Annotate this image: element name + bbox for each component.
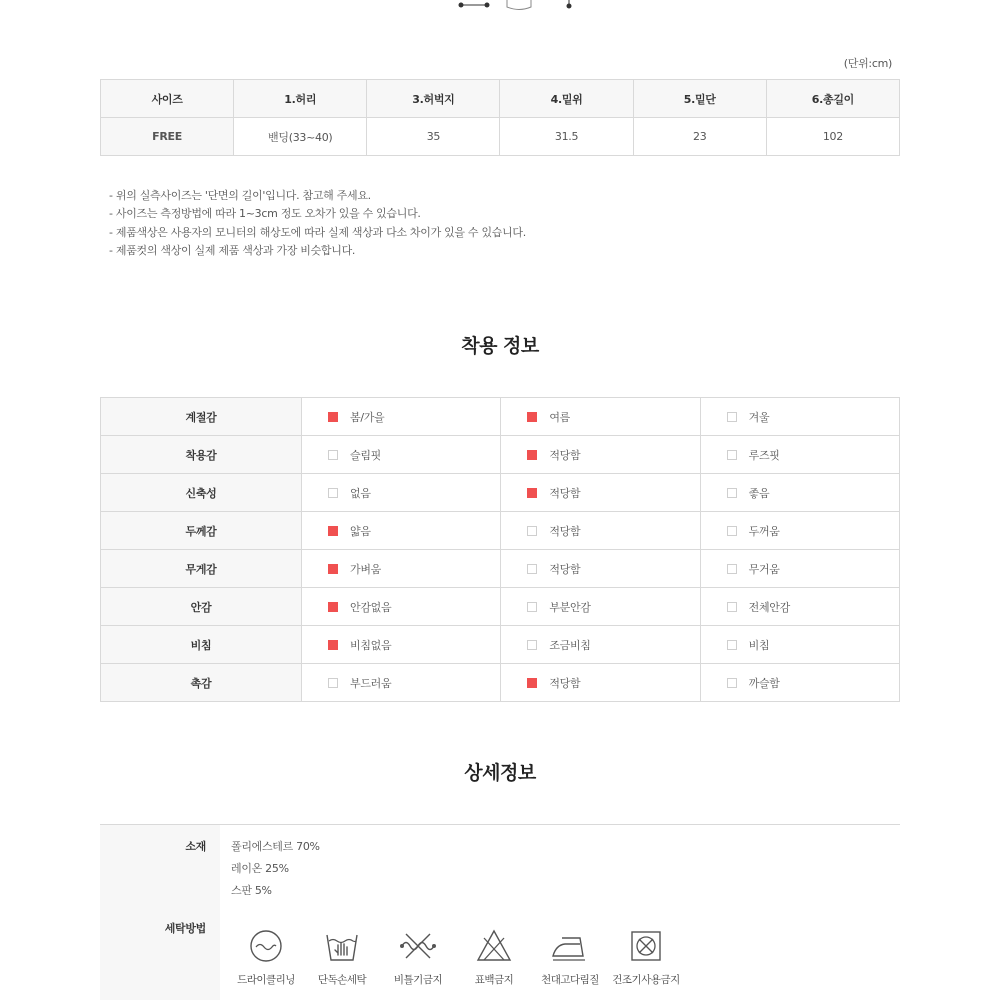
table-row — [101, 588, 900, 626]
fit-option — [302, 409, 500, 425]
unchecked-box-icon — [727, 488, 737, 498]
unchecked-box-icon — [727, 564, 737, 574]
fit-option-label: 좋음 — [748, 486, 770, 500]
fit-option — [302, 599, 500, 615]
dry-clean-icon — [248, 928, 284, 964]
note-item: - 제품색상은 사용자의 모니터의 해상도에 따라 실제 색상과 다소 차이가 있을 수 있습니다. — [109, 225, 526, 239]
unchecked-box-icon — [727, 602, 737, 612]
fit-row-label: 비침 — [101, 626, 302, 664]
size-table — [100, 79, 900, 156]
unchecked-box-icon — [527, 526, 537, 536]
fit-option-cell — [302, 436, 501, 474]
fit-option-label: 조금비침 — [549, 638, 591, 652]
fit-option-label: 적당함 — [549, 562, 581, 576]
table-row — [101, 474, 900, 512]
table-row — [101, 550, 900, 588]
size-header-cell: 5.밑단 — [633, 80, 766, 118]
fit-option — [302, 675, 500, 691]
size-cell: 31.5 — [500, 118, 633, 156]
size-table-header — [101, 80, 900, 118]
checked-box-icon — [328, 526, 338, 536]
fit-option-label: 가벼움 — [350, 562, 381, 576]
size-header-cell: 6.총길이 — [766, 80, 899, 118]
fit-option-label: 부분안감 — [549, 600, 591, 614]
fit-option-cell — [501, 664, 700, 702]
fit-option-cell — [302, 626, 501, 664]
fit-option-cell — [700, 664, 899, 702]
fit-option-label: 적당함 — [549, 448, 581, 462]
size-notes — [109, 187, 526, 260]
note-item: - 제품컷의 색상이 실제 제품 색상과 가장 비슷합니다. — [109, 243, 356, 257]
checked-box-icon — [328, 564, 338, 574]
fit-option — [302, 561, 500, 577]
note-item: - 위의 실측사이즈는 '단면의 길이'입니다. 참고해 주세요. — [109, 189, 371, 202]
fit-option-cell — [501, 474, 700, 512]
checked-box-icon — [527, 488, 537, 498]
material-item: 폴리에스테르 70% — [231, 840, 320, 853]
fit-option-cell — [501, 398, 700, 436]
fit-option — [501, 523, 699, 539]
fit-option-cell — [700, 436, 899, 474]
checked-box-icon — [328, 640, 338, 650]
size-header-cell: 3.허벅지 — [367, 80, 500, 118]
fit-option-label: 비침없음 — [350, 638, 392, 652]
fit-option-cell — [700, 588, 899, 626]
unchecked-box-icon — [727, 678, 737, 688]
fit-row-label: 안감 — [101, 588, 302, 626]
unchecked-box-icon — [527, 602, 537, 612]
detail-info-title: 상세정보 — [464, 762, 536, 784]
care-item — [303, 928, 381, 987]
fit-option — [701, 485, 899, 501]
fit-option-cell — [302, 474, 501, 512]
care-item — [531, 928, 609, 987]
fit-option-cell — [302, 588, 501, 626]
unchecked-box-icon — [328, 678, 338, 688]
checked-box-icon — [328, 602, 338, 612]
fit-option — [701, 599, 899, 615]
table-row — [101, 398, 900, 436]
fit-row-label: 무게감 — [101, 550, 302, 588]
fit-option — [501, 561, 699, 577]
care-item — [379, 928, 457, 987]
size-header-cell: 사이즈 — [101, 80, 234, 118]
size-cell: FREE — [101, 118, 234, 156]
fit-option-cell — [302, 512, 501, 550]
product-illustration-fragment — [455, 0, 585, 14]
fit-option — [701, 561, 899, 577]
fit-option — [501, 485, 699, 501]
fit-row-label: 계절감 — [101, 398, 302, 436]
checked-box-icon — [328, 412, 338, 422]
checked-box-icon — [527, 412, 537, 422]
fit-option — [302, 523, 500, 539]
table-row — [101, 664, 900, 702]
unchecked-box-icon — [727, 640, 737, 650]
fit-option-cell — [302, 398, 501, 436]
care-item — [455, 928, 533, 987]
unit-label: (단위:cm) — [843, 57, 892, 70]
fit-option-label: 겨울 — [748, 410, 770, 424]
unchecked-box-icon — [328, 450, 338, 460]
fit-option-label: 적당함 — [549, 524, 581, 538]
fit-option-cell — [501, 588, 700, 626]
fit-option — [701, 409, 899, 425]
no-wring-icon — [398, 928, 438, 964]
hand-wash-icon — [324, 928, 360, 964]
detail-divider — [100, 824, 900, 825]
no-bleach-icon — [476, 928, 512, 964]
care-label: 비틀기금지 — [393, 974, 443, 986]
checked-box-icon — [527, 450, 537, 460]
iron-icon — [550, 928, 590, 964]
unchecked-box-icon — [727, 450, 737, 460]
fit-option-label: 두꺼움 — [748, 524, 780, 538]
detail-label-column — [100, 825, 220, 1000]
unchecked-box-icon — [727, 412, 737, 422]
fit-option-label: 안감없음 — [350, 600, 392, 614]
fit-option — [501, 599, 699, 615]
fit-option — [302, 447, 500, 463]
fit-option-cell — [501, 626, 700, 664]
fit-option — [501, 637, 699, 653]
fit-row-label: 신축성 — [101, 474, 302, 512]
fit-option-cell — [501, 512, 700, 550]
fit-option-label: 까슬함 — [748, 676, 780, 690]
size-header-cell: 4.밑위 — [500, 80, 633, 118]
size-header-cell: 1.허리 — [234, 80, 367, 118]
size-cell: 23 — [633, 118, 766, 156]
care-label: 천대고다림질 — [541, 974, 599, 986]
size-cell: 밴딩(33~40) — [234, 118, 367, 156]
care-label: 표백금지 — [474, 974, 514, 986]
fit-option-cell — [700, 626, 899, 664]
fit-option-cell — [302, 664, 501, 702]
note-item: - 사이즈는 측정방법에 따라 1~3cm 정도 오차가 있을 수 있습니다. — [109, 207, 421, 221]
fit-option-label: 여름 — [549, 410, 570, 424]
fit-option-label: 슬림핏 — [350, 448, 381, 462]
fit-info-title: 착용 정보 — [461, 335, 539, 357]
unchecked-box-icon — [527, 640, 537, 650]
fit-option-cell — [700, 474, 899, 512]
fit-option-label: 비침 — [748, 638, 770, 652]
fit-option — [302, 637, 500, 653]
fit-option-cell — [700, 512, 899, 550]
fit-option-label: 적당함 — [549, 676, 581, 690]
table-row — [101, 626, 900, 664]
fit-option-label: 전체안감 — [748, 600, 790, 614]
table-row — [101, 436, 900, 474]
fit-option-label: 부드러움 — [350, 676, 392, 690]
fit-row-label: 두께감 — [101, 512, 302, 550]
unchecked-box-icon — [527, 564, 537, 574]
care-label: 건조기사용금지 — [612, 974, 680, 986]
material-item: 스판 5% — [231, 884, 272, 897]
fit-option-label: 얇음 — [350, 524, 371, 538]
unchecked-box-icon — [727, 526, 737, 536]
wash-method-label: 세탁방법 — [164, 922, 206, 935]
fit-option-cell — [501, 436, 700, 474]
fit-option — [501, 409, 699, 425]
fit-option-label: 없음 — [350, 486, 371, 500]
fit-option-label: 봄/가을 — [350, 410, 385, 424]
fit-option — [501, 447, 699, 463]
care-label: 드라이클리닝 — [237, 974, 295, 986]
fit-row-label: 착용감 — [101, 436, 302, 474]
material-item: 레이온 25% — [231, 862, 289, 875]
fit-option — [701, 447, 899, 463]
fit-option — [701, 675, 899, 691]
fit-info-table — [100, 397, 900, 702]
size-cell: 102 — [766, 118, 899, 156]
fit-option-cell — [700, 398, 899, 436]
table-row — [101, 118, 900, 156]
care-label: 단독손세탁 — [317, 974, 367, 986]
fit-option-label: 루즈핏 — [748, 448, 780, 462]
unchecked-box-icon — [328, 488, 338, 498]
fit-row-label: 촉감 — [101, 664, 302, 702]
fit-option — [501, 675, 699, 691]
fit-option-label: 무거움 — [748, 562, 780, 576]
no-tumble-dry-icon — [628, 928, 664, 964]
table-row — [101, 512, 900, 550]
fit-option-cell — [302, 550, 501, 588]
fit-option — [302, 485, 500, 501]
fit-option-label: 적당함 — [549, 486, 581, 500]
size-cell: 35 — [367, 118, 500, 156]
fit-option-cell — [700, 550, 899, 588]
care-item — [227, 928, 305, 987]
fit-option — [701, 523, 899, 539]
checked-box-icon — [527, 678, 537, 688]
material-label: 소재 — [185, 840, 206, 853]
fit-option-cell — [501, 550, 700, 588]
care-item — [607, 928, 685, 987]
fit-option — [701, 637, 899, 653]
